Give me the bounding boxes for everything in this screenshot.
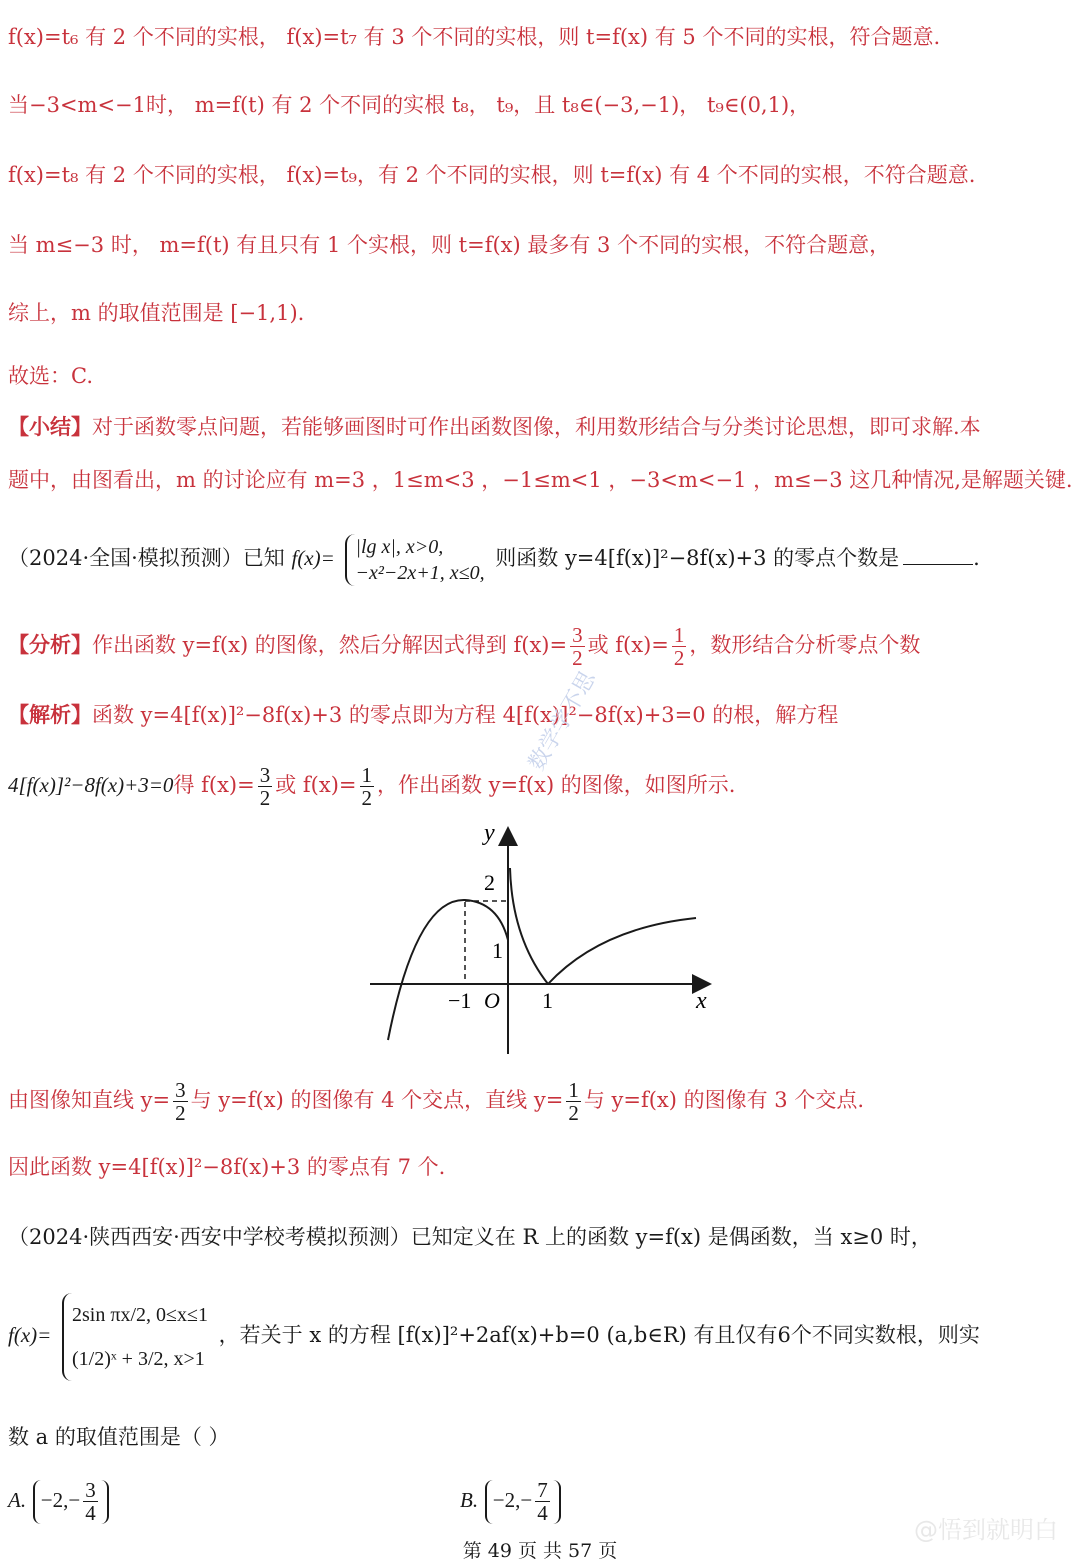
solution-text-c: 或 f(x)= <box>275 773 357 797</box>
conclusion-frac-2-num: 1 <box>568 1078 579 1102</box>
tick-label-2: 2 <box>484 870 495 895</box>
curve-lg-right <box>548 918 696 984</box>
option-a[interactable] <box>8 1470 109 1530</box>
problem-2-cont: 数 a 的取值范围是（ ） <box>8 1425 230 1449</box>
analysis-text-a: 作出函数 y=f(x) 的图像，然后分解因式得到 f(x)= <box>92 633 568 657</box>
summary-line-1 <box>8 412 981 442</box>
solution-line-2 <box>8 760 736 810</box>
option-b-den: 4 <box>537 1501 548 1525</box>
solution-tag: 【解析】 <box>8 702 92 727</box>
text-line-5: 综上，m 的取值范围是 [−1,1). <box>8 301 305 325</box>
text-line-4: 当 m≤−3 时， m=f(t) 有且只有 1 个实根，则 t=f(x) 最多有 3 个不同的实根，不符合题意， <box>8 233 891 257</box>
tick-label-neg1: −1 <box>448 988 472 1013</box>
option-b-open-paren <box>485 1480 493 1524</box>
solution-text-b: 得 f(x)= <box>173 773 255 797</box>
problem-2-fx: f(x)= <box>8 1323 52 1347</box>
option-b-frac <box>535 1479 550 1524</box>
analysis-line <box>8 620 920 670</box>
analysis-text-b: 或 f(x)= <box>587 633 669 657</box>
problem-1-fx: f(x)= <box>291 546 335 570</box>
problem-1-end: . <box>973 546 980 570</box>
solution-text-d: ，作出函数 y=f(x) 的图像，如图所示. <box>377 773 736 797</box>
option-b-num: 7 <box>537 1478 548 1502</box>
problem-2-def <box>8 1285 980 1385</box>
problem-1-source: （2024·全国·模拟预测）已知 <box>8 546 285 570</box>
conclusion-frac-2 <box>566 1079 581 1124</box>
corner-watermark: @悟到就明白 <box>914 1516 1058 1544</box>
problem-1-case-1: |lg x|, x>0, <box>355 535 444 558</box>
conclusion-a3: 与 y=f(x) 的图像有 3 个交点. <box>583 1088 865 1112</box>
problem-1-cases <box>345 534 484 586</box>
curve-lg-left <box>510 868 548 984</box>
option-b-left: −2,− <box>492 1488 533 1512</box>
analysis-frac-2-num: 1 <box>673 623 685 647</box>
option-a-frac <box>83 1479 98 1524</box>
problem-2-intro: （2024·陕西西安·西安中学校考模拟预测）已知定义在 R 上的函数 y=f(x) 是偶函数，当 x≥0 时， <box>8 1225 932 1249</box>
origin-label: O <box>484 988 500 1013</box>
function-graph <box>360 818 720 1058</box>
tick-label-1: 1 <box>492 938 503 963</box>
problem-2-case-1: 2sin πx/2, 0≤x≤1 <box>72 1303 208 1326</box>
option-b[interactable] <box>460 1470 561 1530</box>
option-a-label: A. <box>8 1488 27 1512</box>
solution-frac-1-den: 2 <box>259 786 271 810</box>
summary-tag: 【小结】 <box>8 414 92 439</box>
problem-1-tail: 则函数 y=4[f(x)]²−8f(x)+3 的零点个数是 <box>495 546 900 570</box>
conclusion-a1: 由图像知直线 y= <box>8 1088 171 1112</box>
text-line-2: 当−3<m<−1时， m=f(t) 有 2 个不同的实根 t₈， t₉，且 t₈∈(−3,−1)， t₉∈(0,1)， <box>8 93 811 117</box>
solution-frac-2 <box>360 764 375 809</box>
solution-frac-1-num: 3 <box>259 763 271 787</box>
solution-text-a: 函数 y=4[f(x)]²−8f(x)+3 的零点即为方程 4[f(x)]²−8f(x)+3=0 的根，解方程 <box>92 703 839 727</box>
analysis-frac-1-den: 2 <box>572 646 583 670</box>
page-footer: 第 49 页 共 57 页 <box>462 1540 618 1562</box>
conclusion-a2: 与 y=f(x) 的图像有 4 个交点，直线 y= <box>190 1088 564 1112</box>
problem-2-cases <box>62 1293 208 1381</box>
problem-2-case-2: (1/2)ˣ + 3/2, x>1 <box>72 1347 205 1370</box>
conclusion-frac-1-num: 3 <box>175 1078 186 1102</box>
option-a-den: 4 <box>85 1501 96 1525</box>
summary-line-2: 题中，由图看出，m 的讨论应有 m=3 ，1≤m<3 ，−1≤m<1 ，−3<m<−1 ，m≤−3 这几种情况,是解题关键. <box>8 468 1073 492</box>
analysis-text-c: ，数形结合分析零点个数 <box>689 633 921 657</box>
solution-eq: 4[f(x)]²−8f(x)+3=0 <box>8 773 174 797</box>
option-a-open-paren <box>33 1480 41 1524</box>
problem-2-tail: ，若关于 x 的方程 [f(x)]²+2af(x)+b=0 (a,b∈R) 有且仅有6个不同实数根，则实 <box>218 1323 980 1347</box>
x-axis-label: x <box>696 988 707 1014</box>
analysis-frac-1-num: 3 <box>572 623 583 647</box>
conclusion-frac-1 <box>173 1079 188 1124</box>
summary-text-a: 对于函数零点问题，若能够画图时可作出函数图像，利用数形结合与分类讨论思想，即可求解.本 <box>92 415 981 439</box>
option-a-num: 3 <box>85 1478 96 1502</box>
diagonal-watermark: 数学学不思 <box>524 667 601 775</box>
analysis-tag: 【分析】 <box>8 632 92 657</box>
answer-blank <box>903 564 973 565</box>
analysis-frac-1 <box>570 624 585 669</box>
conclusion-line-1 <box>8 1075 864 1125</box>
text-line-6: 故选：C. <box>8 364 93 388</box>
conclusion-line-2: 因此函数 y=4[f(x)]²−8f(x)+3 的零点有 7 个. <box>8 1155 446 1179</box>
option-b-close-paren <box>553 1480 561 1524</box>
text-line-1: f(x)=t₆ 有 2 个不同的实根， f(x)=t₇ 有 3 个不同的实根，则 t=f(x) 有 5 个不同的实根，符合题意. <box>8 25 941 49</box>
option-a-left: −2,− <box>40 1488 81 1512</box>
analysis-frac-2-den: 2 <box>673 646 685 670</box>
solution-frac-2-num: 1 <box>361 763 372 787</box>
option-b-label: B. <box>460 1488 479 1512</box>
conclusion-frac-2-den: 2 <box>568 1101 579 1125</box>
tick-label-x1: 1 <box>542 988 553 1013</box>
y-axis-label: y <box>484 820 495 846</box>
analysis-frac-2 <box>672 624 687 669</box>
problem-1 <box>8 528 980 588</box>
problem-1-case-2: −x²−2x+1, x≤0, <box>355 561 485 584</box>
curve-parabola <box>388 900 508 1040</box>
solution-frac-1 <box>258 764 273 809</box>
solution-frac-2-den: 2 <box>361 786 372 810</box>
conclusion-frac-1-den: 2 <box>175 1101 186 1125</box>
option-a-close-paren <box>101 1480 109 1524</box>
solution-line-1 <box>8 700 838 730</box>
text-line-3: f(x)=t₈ 有 2 个不同的实根， f(x)=t₉，有 2 个不同的实根，则 t=f(x) 有 4 个不同的实根，不符合题意. <box>8 163 976 187</box>
